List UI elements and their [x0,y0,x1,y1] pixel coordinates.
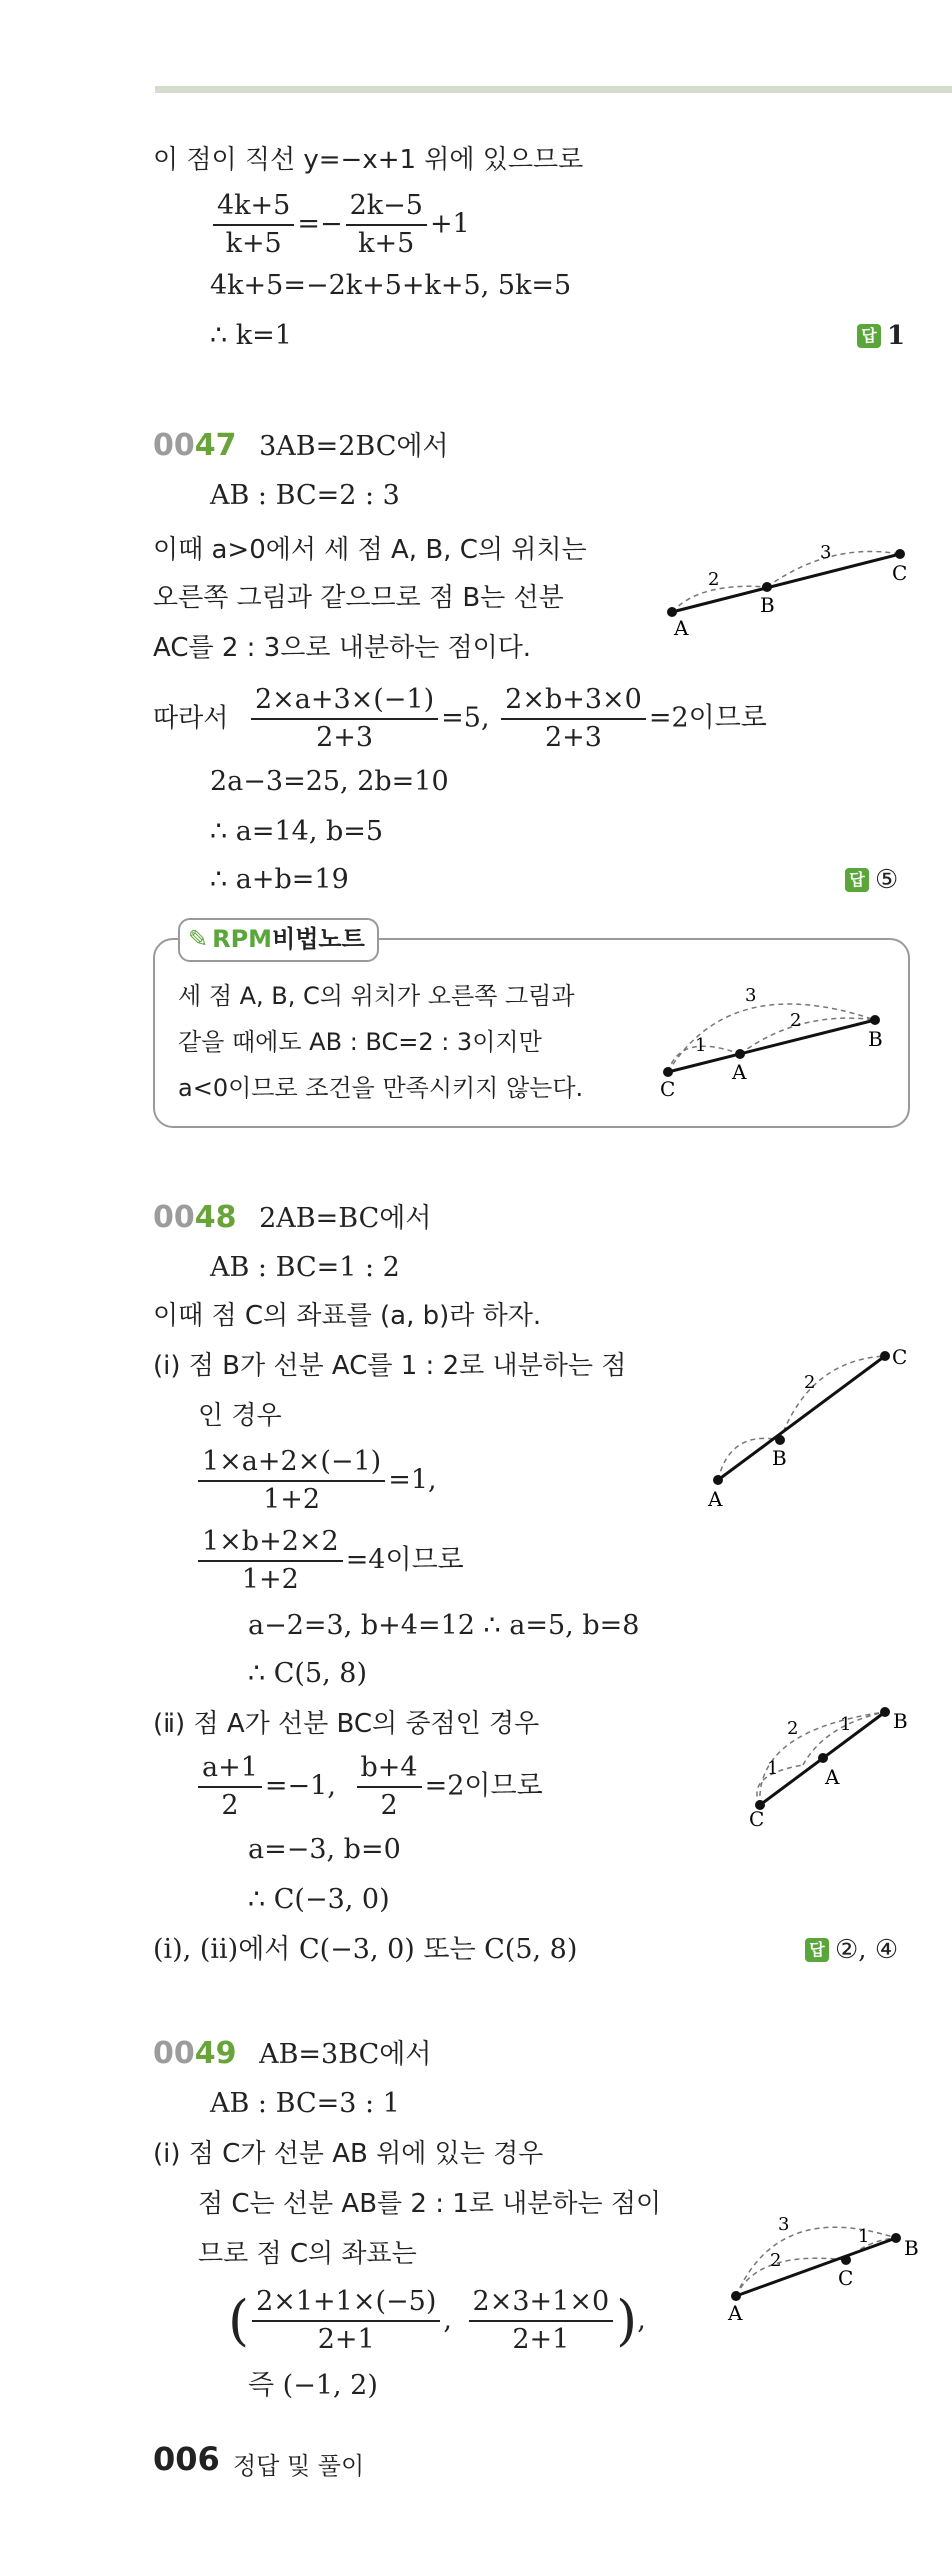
figure-0047 [660,530,920,645]
numerator: 1×b+2×2 [198,1526,343,1562]
equation-line: ∴ a=14, b=5 [210,816,384,847]
figure-0049 [718,2180,928,2320]
denominator: 1+2 [263,1484,321,1515]
problem-number-prefix: 00 [153,428,195,463]
problem-number-suffix: 48 [194,1200,237,1235]
equation-text: , [637,2304,646,2336]
text-line: 점 C는 선분 AB를 2 : 1로 내분하는 점이 [198,2189,662,2219]
problem-number [153,1200,237,1235]
note-line: 세 점 A, B, C의 위치가 오른쪽 그림과 [178,982,575,1010]
case-line: 인 경우 [198,1401,282,1431]
ratio-label: 1 [767,1758,779,1779]
ratio-label: 3 [745,985,757,1006]
text-line: AC를 2 : 3으로 내분하는 점이다. [153,633,532,663]
paren: ) [616,2289,638,2352]
ratio-line: AB : BC=3 : 1 [210,2088,400,2119]
equation-line [153,684,767,754]
numerator: 2k−5 [346,190,427,226]
equation-line: 즉 (−1, 2) [248,2370,378,2401]
text-line: 므로 점 C의 좌표는 [198,2239,417,2269]
equation-text: =5, [441,702,490,734]
ratio-label: 1 [858,2226,870,2247]
denominator: 2 [380,1790,398,1821]
label-a: A [732,1060,747,1084]
label-a: A [708,1487,723,1511]
ratio-label: 2 [790,1010,802,1031]
label-b: B [893,1709,908,1733]
problem-header [153,1200,431,1237]
answer-value: ⑤ [875,865,899,895]
figure-0048-case1 [700,1340,920,1515]
fraction [357,1752,422,1822]
ratio-label: 2 [804,1372,816,1393]
fraction [198,1752,262,1822]
denominator: k+5 [225,228,282,259]
answer-value: ②, ④ [835,1935,899,1965]
ratio-line: AB : BC=1 : 2 [210,1252,400,1283]
page-number: 006 [153,2440,220,2478]
note-title-text: 비법노트 [272,925,365,953]
equation-line [210,190,470,260]
text-line: 이 점이 직선 y=−x+1 위에 있으므로 [153,145,584,175]
denominator: 2+1 [317,2324,375,2355]
numerator: 1×a+2×(−1) [198,1446,385,1482]
fraction [198,1446,385,1516]
pen-icon: ✎ [188,925,209,953]
text: 따라서 [153,703,229,734]
equation-text: =1, [388,1464,437,1496]
note-line: 같을 때에도 AB : BC=2 : 3이지만 [178,1028,542,1056]
footer-label: 정답 및 풀이 [233,2452,365,2480]
equation-text: , [443,2304,452,2336]
label-b: B [904,2236,919,2260]
problem-header [153,2036,431,2073]
denominator: k+5 [358,228,415,259]
equation-line: a=−3, b=0 [248,1834,401,1865]
label-b: B [868,1027,883,1051]
fraction [346,190,427,260]
conclusion-line: (ⅰ), (ⅱ)에서 C(−3, 0) 또는 C(5, 8) [153,1934,578,1965]
answer [857,318,905,354]
problem-head-text: AB=3BC에서 [259,2039,432,2070]
denominator: 2+1 [512,2324,570,2355]
case-line: (ⅰ) 점 B가 선분 AC를 1 : 2로 내분하는 점 [153,1351,627,1381]
text-line: 이때 a>0에서 세 점 A, B, C의 위치는 [153,535,587,565]
fraction [198,1526,343,1596]
numerator: 4k+5 [213,190,294,226]
equation-line: 4k+5=−2k+5+k+5, 5k=5 [210,270,572,301]
problem-number-prefix: 00 [153,2036,195,2071]
label-c: C [838,2266,854,2290]
denominator: 1+2 [241,1564,299,1595]
equation-line: a−2=3, b+4=12 ∴ a=5, b=8 [248,1610,640,1641]
numerator: 2×b+3×0 [501,684,646,720]
equation-text: =−1, [264,1770,336,1802]
label-a: A [825,1765,840,1789]
top-divider [155,86,952,93]
label-c: C [892,561,908,585]
equation-text: =2이므로 [648,702,767,734]
note-title [178,918,379,962]
figure-0048-case2 [735,1700,925,1830]
equation-text: =4이므로 [345,1544,464,1576]
label-a: A [674,616,689,640]
numerator: 2×1+1×(−5) [252,2286,440,2322]
equation-line: ∴ k=1 [210,320,292,351]
equation-line [195,1446,437,1516]
case-line: (ⅱ) 점 A가 선분 BC의 중점인 경우 [153,1709,540,1739]
fraction [501,684,646,754]
numerator: b+4 [357,1752,422,1788]
numerator: 2×a+3×(−1) [251,684,438,720]
ratio-label: 2 [787,1718,799,1739]
problem-number-suffix: 49 [194,2036,237,2071]
problem-head-text: 2AB=BC에서 [259,1203,432,1234]
ratio-label: 3 [778,2214,790,2235]
problem-number [153,2036,237,2071]
ratio-label: 1 [695,1035,707,1056]
ratio-label: 3 [820,542,832,563]
ratio-line: AB : BC=2 : 3 [210,480,400,511]
problem-header [153,428,449,465]
case-line: (ⅰ) 점 C가 선분 AB 위에 있는 경우 [153,2139,544,2169]
fraction [213,190,294,260]
problem-number-prefix: 00 [153,1200,195,1235]
label-b: B [760,593,775,617]
text-line: 이때 점 C의 좌표를 (a, b)라 하자. [153,1301,542,1331]
answer-tag: 답 [845,868,869,892]
answer [845,862,898,898]
paren: ( [228,2289,250,2352]
equation-line [228,2286,646,2356]
ratio-label: 2 [770,2250,782,2271]
denominator: 2+3 [544,722,602,753]
equation-text: =2이므로 [424,1770,543,1802]
fraction [469,2286,614,2356]
equation-line: ∴ C(−3, 0) [248,1884,390,1915]
numerator: a+1 [198,1752,262,1788]
label-a: A [728,2301,743,2320]
note-title-brand: RPM [212,925,273,953]
answer [805,1932,898,1968]
problem-number-suffix: 47 [194,428,237,463]
equation-line: ∴ C(5, 8) [248,1658,368,1689]
answer-tag: 답 [857,324,881,348]
equation-line: 2a−3=25, 2b=10 [210,766,449,797]
denominator: 2+3 [316,722,374,753]
ratio-label: 2 [708,569,720,590]
problem-number [153,428,237,463]
label-c: C [660,1077,676,1101]
problem-head-text: 3AB=2BC에서 [259,431,449,462]
ratio-label: 1 [840,1714,852,1735]
equation-text: +1 [429,208,470,240]
label-b: B [772,1446,787,1470]
label-c: C [892,1345,908,1369]
fraction [251,684,438,754]
answer-value: 1 [887,321,906,351]
equation-text: =− [297,208,343,240]
equation-line: ∴ a+b=19 [210,864,349,895]
text-line: 오른쪽 그림과 같으므로 점 B는 선분 [153,583,564,613]
equation-line [195,1752,543,1822]
numerator: 2×3+1×0 [469,2286,614,2322]
label-c: C [749,1807,765,1830]
denominator: 2 [221,1790,239,1821]
answer-tag: 답 [805,1938,829,1962]
figure-note [650,976,900,1101]
note-line: a<0이므로 조건을 만족시키지 않는다. [178,1074,584,1102]
fraction [252,2286,440,2356]
equation-line [195,1526,464,1596]
